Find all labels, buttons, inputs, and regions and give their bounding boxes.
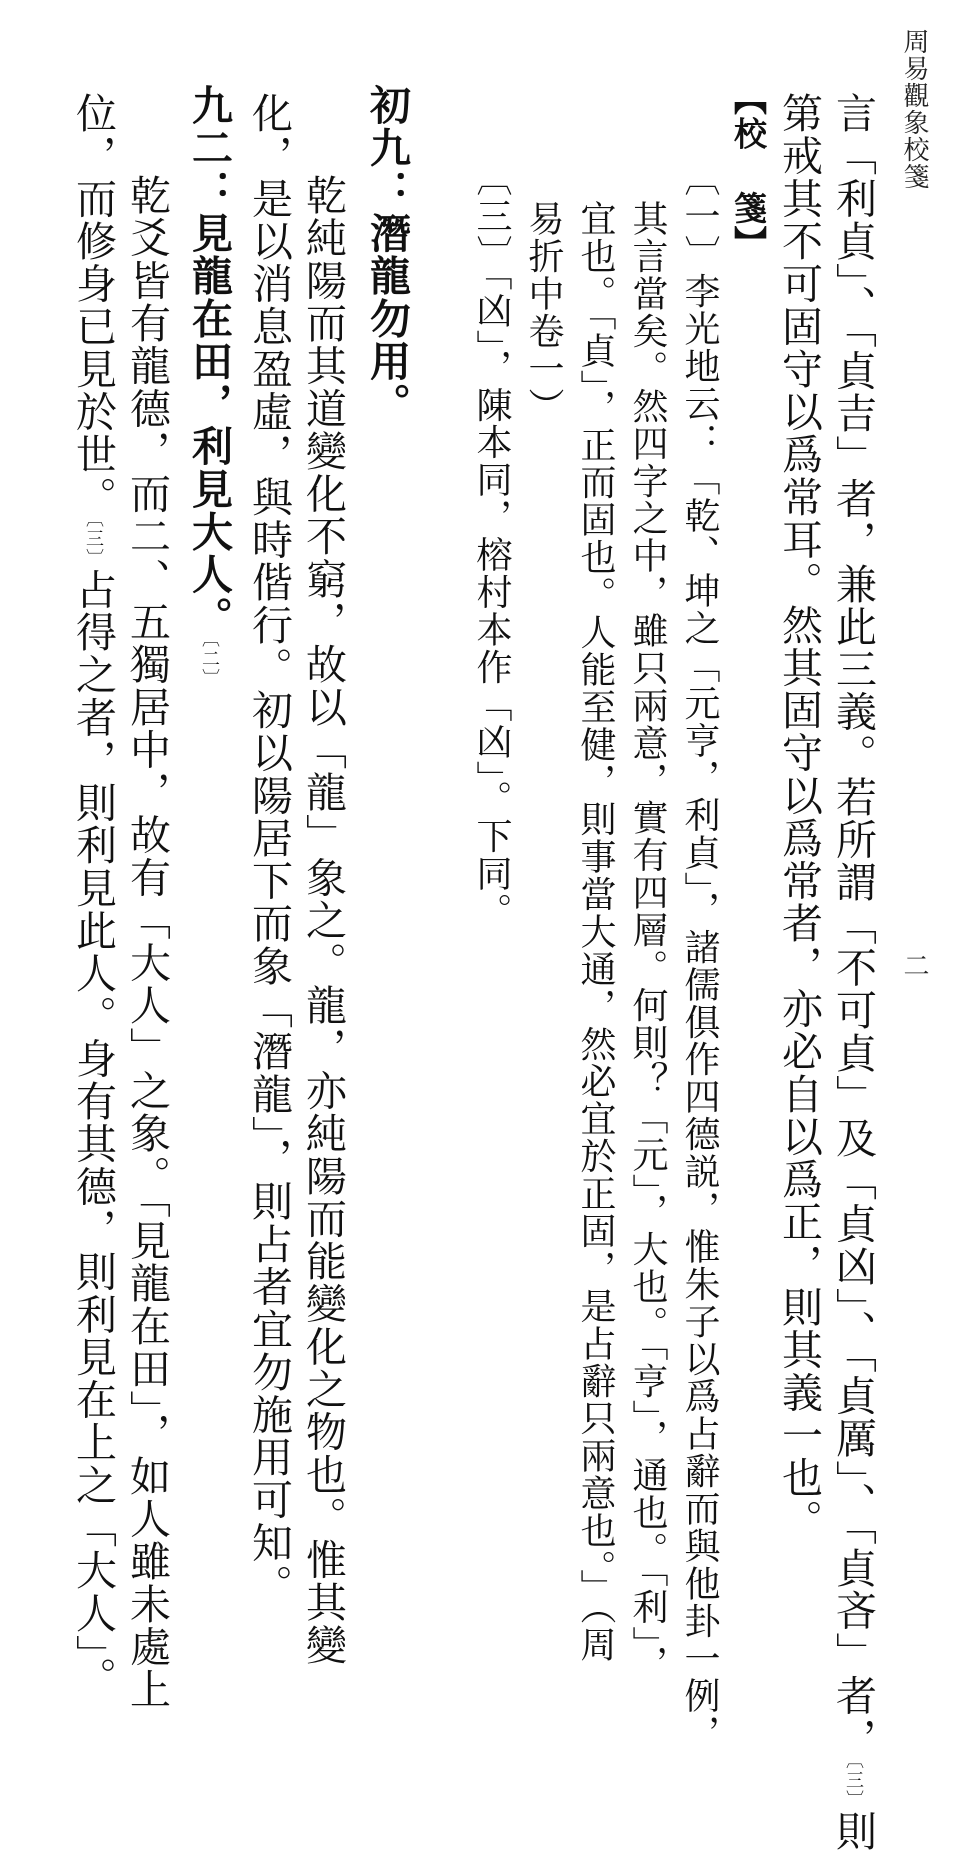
note-line: 其言當矣。然四字之中，雖只兩意，實有四層。何則？「元」，大也。「亨」，通也。「利」， xyxy=(627,200,668,1683)
jiuer-heading: 九二：見龍在田，利見大人。〔二〕 xyxy=(185,84,233,689)
note-line: 〔三〕「凶」，陳本同，榕村本作「凶」。下同。 xyxy=(471,160,512,930)
footnote-ref: 〔三〕 xyxy=(83,518,104,569)
chuji-heading: 初九：潛龍勿用。 xyxy=(363,84,411,426)
note-line: 宜也。「貞」，正而固也。人能至健，則事當大通，然必宜於正固，是占辭只兩意也。」（周 xyxy=(575,200,616,1664)
chuji-line: 化，是以消息盈虛，與時偕行。初以陽居下而象「潛龍」，則占者宜勿施用可知。 xyxy=(245,92,293,1607)
main-text-line: 言「利貞」、「貞吉」者，兼此三義。若所謂「不可貞」及「貞凶」、「貞厲」、「貞吝」者，〔三〕則 xyxy=(829,92,877,1852)
note-line: 〔一〕李光地云：「乾、坤之「元亨，利貞」，諸儒俱作四德説，惟朱子以爲占辭而與他卦一例， xyxy=(679,160,720,1752)
collation-heading: 【校 箋】 xyxy=(729,82,768,260)
jiuer-line: 乾爻皆有龍德，而二、五獨居中，故有「大人」之象。「見龍在田」，如人雖未處上 xyxy=(123,174,171,1711)
note-line: 易折中卷一） xyxy=(523,200,564,425)
jiuer-line: 位，而修身已見於世。〔三〕占得之者，則利見此人。身有其德，則利見在上之「大人」。 xyxy=(69,92,117,1700)
main-text-line: 第戒其不可固守以爲常耳。然其固守以爲常者，亦必自以爲正，則其義一也。 xyxy=(775,92,823,1542)
footnote-ref: 〔三〕 xyxy=(843,1759,864,1810)
book-title: 周易觀象校箋 xyxy=(899,28,929,191)
footnote-ref: 〔二〕 xyxy=(199,638,220,689)
page-number: 二 xyxy=(899,952,929,980)
chuji-line: 乾純陽而其道變化不窮，故以「龍」象之。龍，亦純陽而能變化之物也。惟其變 xyxy=(299,174,347,1667)
